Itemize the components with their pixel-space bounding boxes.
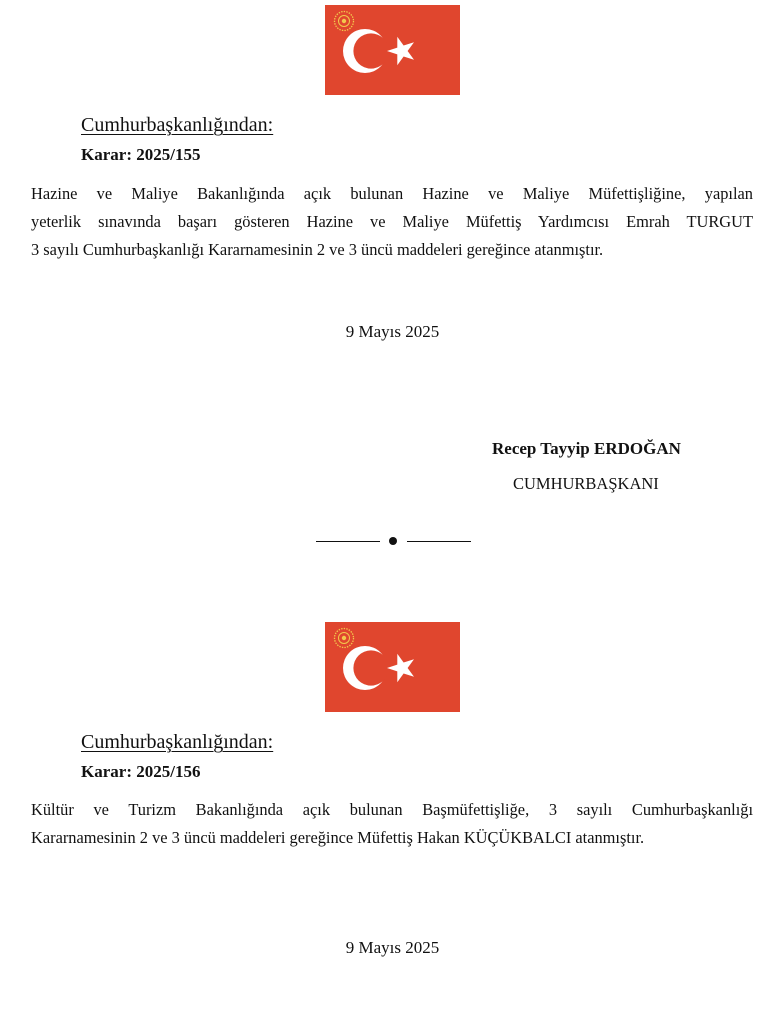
separator-line-left [316,541,380,542]
turkish-flag-image [325,5,460,95]
crescent-inner [353,33,388,68]
decision-text-line: Hazine ve Maliye Bakanlığında açık bulunan Hazine ve Maliye Müfettişliğine, yapılan [31,184,753,203]
separator-dot [389,537,397,545]
signer-name: Recep Tayyip ERDOĞAN [492,439,681,458]
decision-number: Karar: 2025/156 [81,762,201,781]
separator-line-right [407,541,471,542]
decision-text-line: yeterlik sınavında başarı gösteren Hazine ve Maliye Müfettiş Yardımcısı Emrah TURGUT [31,212,753,231]
decision-number: Karar: 2025/155 [81,145,201,164]
signer-title: CUMHURBAŞKANI [513,474,659,493]
decision-text-line: Kararnamesinin 2 ve 3 üncü maddeleri gereğince Müfettiş Hakan KÜÇÜKBALCI atanmıştır. [31,828,645,847]
issuer-heading: Cumhurbaşkanlığından: [81,731,274,753]
decision-date: 9 Mayıs 2025 [345,938,440,957]
decision-date: 9 Mayıs 2025 [345,322,440,341]
decision-text-line: Kültür ve Turizm Bakanlığında açık bulunan Başmüfettişliğe, 3 sayılı Cumhurbaşkanlığı [31,800,753,819]
decision-text-line: 3 sayılı Cumhurbaşkanlığı Kararnamesinin 2 ve 3 üncü maddeleri gereğince atanmıştır. [31,240,604,259]
turkish-flag-image [325,622,460,712]
issuer-heading: Cumhurbaşkanlığından: [81,114,274,136]
decision-text [31,180,753,264]
crescent-inner [353,650,388,685]
section-separator [316,530,471,550]
decision-text [31,796,753,852]
